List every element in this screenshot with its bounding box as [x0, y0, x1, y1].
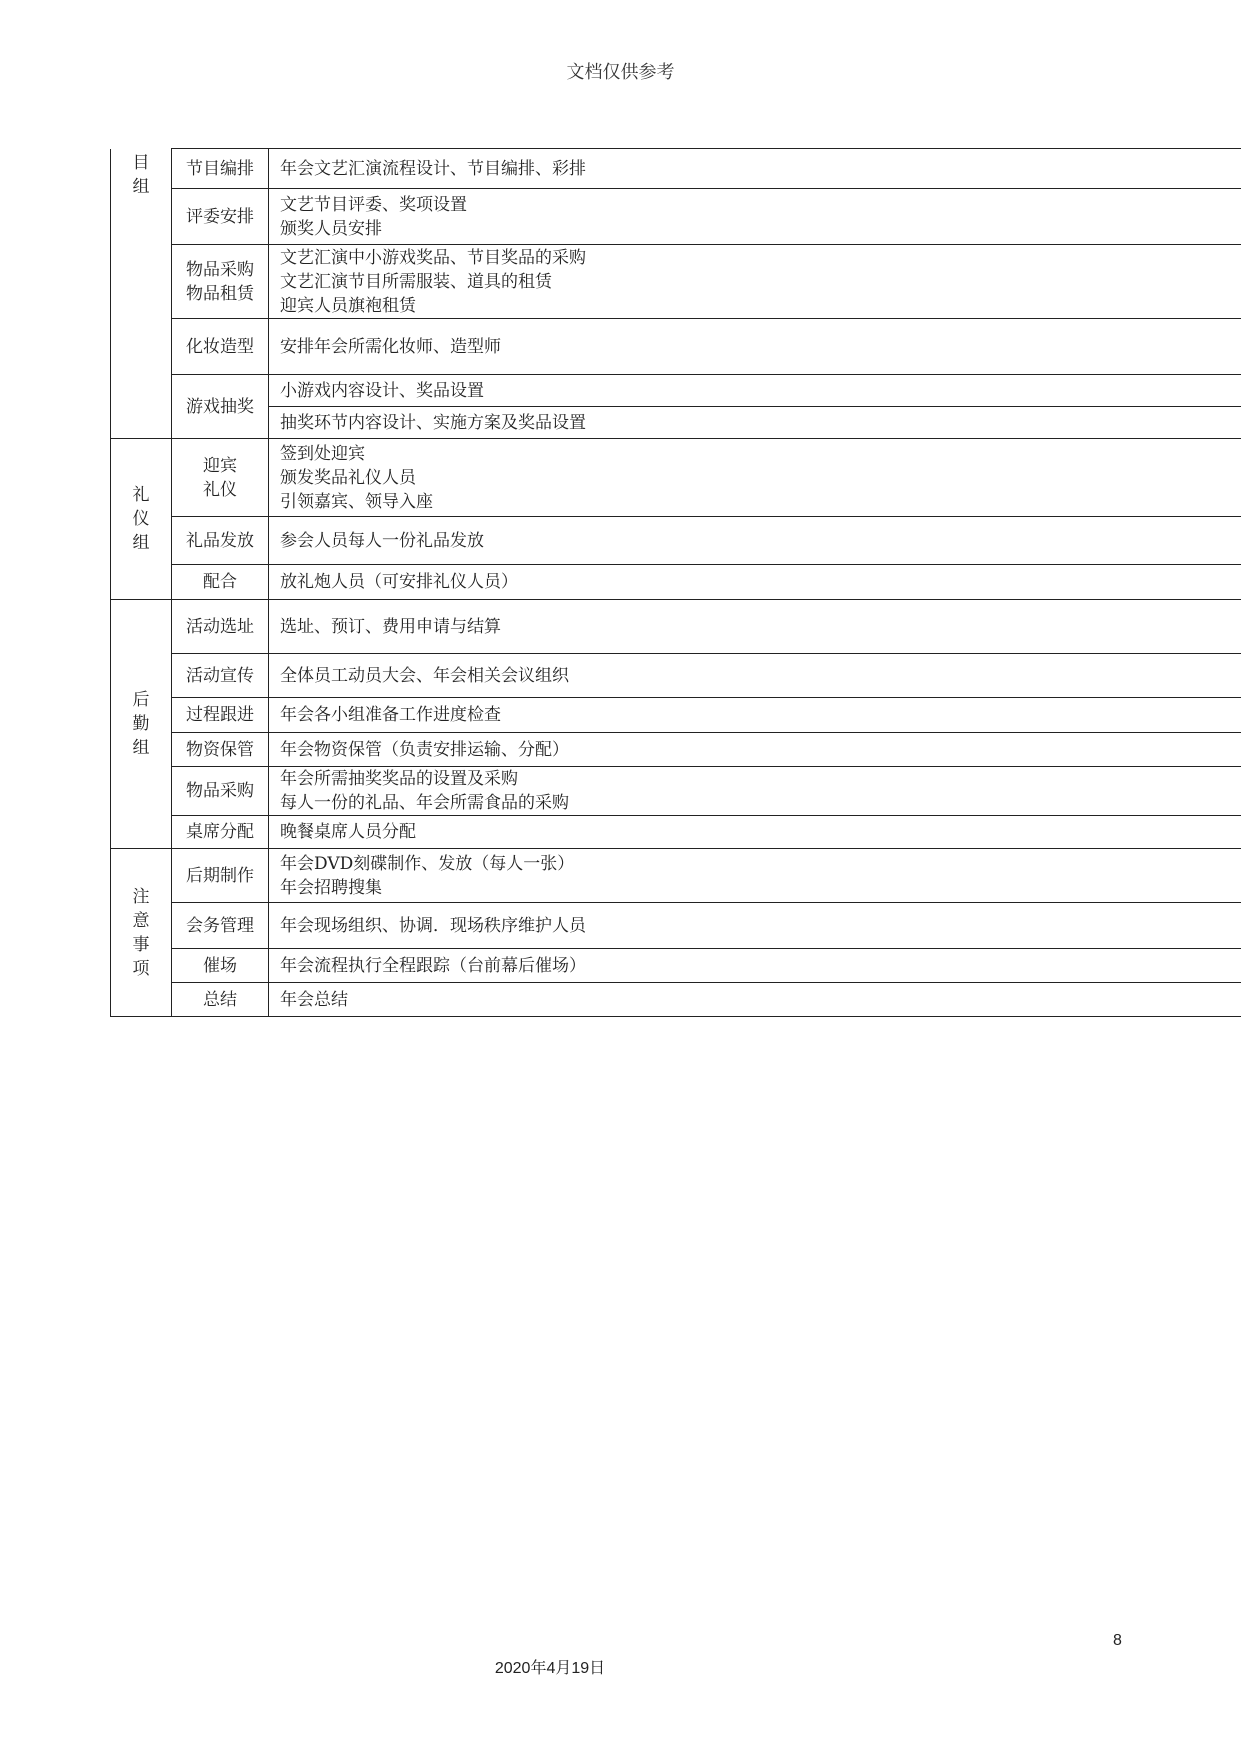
- task-cell: [172, 189, 269, 245]
- task-description-cell: [269, 245, 1241, 319]
- task-description-line: 文艺汇演节目所需服装、道具的租赁: [280, 271, 552, 292]
- page-number: 8: [1113, 1632, 1122, 1649]
- task-description-line: 全体员工动员大会、年会相关会议组织: [280, 665, 569, 686]
- table-row: [111, 319, 1241, 375]
- task-description-line: 参会人员每人一份礼品发放: [280, 530, 484, 551]
- task-label: 催场: [203, 955, 237, 976]
- table-row: [111, 600, 1241, 654]
- task-description-line: 年会所需抽奖奖品的设置及采购: [280, 769, 518, 789]
- task-description-cell: [269, 439, 1241, 517]
- table-row: [111, 903, 1241, 949]
- task-description-cell: [269, 733, 1241, 767]
- task-label: 游戏抽奖: [186, 396, 254, 417]
- table-row: [111, 245, 1241, 319]
- task-description-cell: [269, 407, 1241, 439]
- task-description-cell: [269, 983, 1241, 1017]
- task-label: 活动宣传: [186, 665, 254, 686]
- task-description-line: 签到处迎宾: [280, 443, 365, 464]
- task-label: 物品采购: [186, 259, 254, 280]
- task-description-line: 年会各小组准备工作进度检查: [280, 705, 501, 725]
- table-row: [111, 767, 1241, 816]
- task-cell: [172, 565, 269, 600]
- task-description-cell: [269, 149, 1241, 189]
- task-label: 节目编排: [186, 158, 254, 179]
- task-label: 后期制作: [186, 865, 254, 886]
- task-label: 物资保管: [186, 739, 254, 760]
- table-row: [111, 407, 1241, 439]
- task-description-line: 引领嘉宾、领导入座: [280, 491, 433, 512]
- task-description-line: 年会现场组织、协调．现场秩序维护人员: [280, 915, 586, 936]
- task-description-line: 年会物资保管（负责安排运输、分配）: [280, 739, 569, 760]
- group-name-cell: [111, 600, 172, 849]
- task-label: 会务管理: [186, 915, 254, 936]
- task-description-cell: [269, 849, 1241, 903]
- group-name-cell: [111, 149, 172, 439]
- task-description-cell: [269, 375, 1241, 407]
- table-row: [111, 849, 1241, 903]
- table-row: [111, 949, 1241, 983]
- task-description-cell: [269, 816, 1241, 849]
- task-description-cell: [269, 903, 1241, 949]
- task-description-cell: [269, 319, 1241, 375]
- table-row: [111, 565, 1241, 600]
- task-description-line: 放礼炮人员（可安排礼仪人员）: [280, 572, 518, 592]
- task-label: 迎宾: [203, 455, 237, 476]
- task-description-cell: [269, 517, 1241, 565]
- task-description-cell: [269, 600, 1241, 654]
- task-description-line: 迎宾人员旗袍租赁: [280, 295, 416, 316]
- task-description-cell: [269, 189, 1241, 245]
- task-description-line: 颁奖人员安排: [280, 218, 382, 239]
- task-cell: [172, 439, 269, 517]
- task-cell: [172, 654, 269, 698]
- task-label: 物品采购: [186, 781, 254, 801]
- task-description-line: 安排年会所需化妆师、造型师: [280, 336, 501, 357]
- task-label: 桌席分配: [186, 822, 254, 842]
- task-cell: [172, 319, 269, 375]
- task-description-line: 抽奖环节内容设计、实施方案及奖品设置: [280, 412, 586, 433]
- task-description-line: 每人一份的礼品、年会所需食品的采购: [280, 793, 569, 813]
- task-description-line: 年会流程执行全程跟踪（台前幕后催场）: [280, 955, 586, 976]
- task-cell: [172, 600, 269, 654]
- task-label: 过程跟进: [186, 705, 254, 725]
- group-name: 注意事项: [132, 886, 150, 979]
- task-cell: [172, 849, 269, 903]
- task-cell: [172, 733, 269, 767]
- task-description-line: 年会总结: [280, 989, 348, 1010]
- table-row: [111, 149, 1241, 189]
- task-label: 活动选址: [186, 616, 254, 637]
- task-label: 总结: [203, 989, 237, 1010]
- table-row: [111, 983, 1241, 1017]
- task-description-cell: [269, 654, 1241, 698]
- task-cell: [172, 903, 269, 949]
- task-description-line: 晚餐桌席人员分配: [280, 822, 416, 842]
- table-row: [111, 733, 1241, 767]
- task-label: 评委安排: [186, 206, 254, 227]
- group-name: 目组: [132, 152, 150, 197]
- group-name-cell: [111, 849, 172, 1017]
- task-description-line: 文艺节目评委、奖项设置: [280, 194, 467, 215]
- footer-date: 2020年4月19日: [494, 1660, 606, 1677]
- task-description-line: 年会招聘搜集: [280, 877, 382, 898]
- task-cell: [172, 517, 269, 565]
- task-description-line: 文艺汇演中小游戏奖品、节目奖品的采购: [280, 247, 586, 268]
- task-label: 配合: [203, 572, 237, 592]
- table-row: [111, 654, 1241, 698]
- task-cell: [172, 245, 269, 319]
- task-description-line: 年会DVD刻碟制作、发放（每人一张）: [280, 853, 575, 874]
- task-cell: [172, 983, 269, 1017]
- task-description-line: 选址、预订、费用申请与结算: [280, 616, 501, 637]
- task-description-cell: [269, 767, 1241, 816]
- task-description-line: 小游戏内容设计、奖品设置: [280, 380, 484, 401]
- task-cell: [172, 149, 269, 189]
- task-description-cell: [269, 949, 1241, 983]
- task-cell: [172, 816, 269, 849]
- task-description-line: 颁发奖品礼仪人员: [280, 467, 416, 488]
- group-name: 礼仪组: [132, 485, 150, 553]
- task-cell: [172, 698, 269, 733]
- task-label: 化妆造型: [186, 336, 254, 357]
- group-name: 后勤组: [132, 690, 150, 758]
- task-label: 礼品发放: [186, 530, 254, 551]
- table-row: [111, 189, 1241, 245]
- group-name-cell: [111, 439, 172, 600]
- annual-meeting-task-table: [110, 148, 1241, 1017]
- task-cell: [172, 767, 269, 816]
- table-row: [111, 816, 1241, 849]
- table-row: [111, 375, 1241, 407]
- task-description-cell: [269, 698, 1241, 733]
- task-description-line: 年会文艺汇演流程设计、节目编排、彩排: [280, 158, 586, 179]
- page-header: 文档仅供参考: [566, 62, 675, 83]
- table-row: [111, 517, 1241, 565]
- task-label: 物品租赁: [186, 283, 254, 304]
- task-description-cell: [269, 565, 1241, 600]
- table-row: [111, 439, 1241, 517]
- table-row: [111, 698, 1241, 733]
- task-label: 礼仪: [203, 479, 237, 500]
- task-cell: [172, 375, 269, 439]
- task-cell: [172, 949, 269, 983]
